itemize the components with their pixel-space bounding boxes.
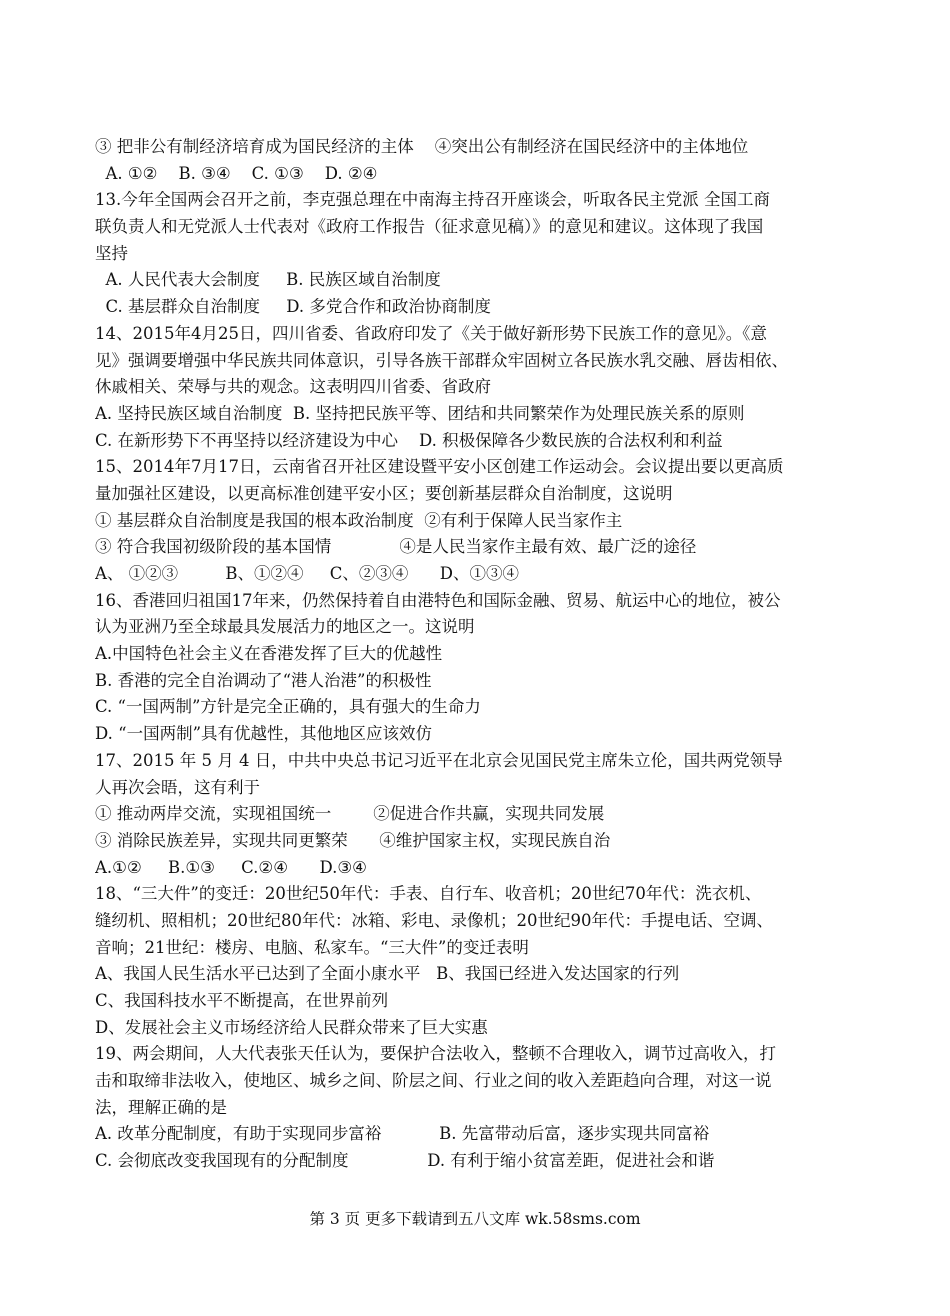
text-line: 19、两会期间，人大代表张天任认为，要保护合法收入，整顿不合理收入，调节过高收入，打 [95,1044,776,1064]
text-line: A. ①② B. ③④ C. ①③ D. ②④ [95,163,378,183]
text-line: A、我国人民生活水平已达到了全面小康水平 B、我国已经进入发达国家的行列 [95,964,680,984]
text-line: A.①② B.①③ C.②④ D.③④ [95,857,367,877]
text-line: ① 基层群众自治制度是我国的根本政治制度 ②有利于保障人民当家作主 [95,510,623,530]
text-line: A. 坚持民族区域自治制度 B. 坚持把民族平等、团结和共同繁荣作为处理民族关系的原则 [95,403,745,423]
text-line: 17、2015 年 5 月 4 日，中共中央总书记习近平在北京会见国民党主席朱立伦，国共两党领导 [95,750,783,770]
text-line: C、我国科技水平不断提高，在世界前列 [95,991,389,1010]
text-line: 13.今年全国两会召开之前，李克强总理在中南海主持召开座谈会，听取各民主党派 全国工商 [95,190,770,210]
text-line: C. 在新形势下不再坚持以经济建设为中心 D. 积极保障各少数民族的合法权利和利益 [95,430,723,450]
text-line: 休戚相关、荣辱与共的观念。这表明四川省委、省政府 [95,377,491,397]
text-line: B. 香港的完全自治调动了“港人治港”的积极性 [95,670,432,690]
text-line: A. 改革分配制度，有助于实现同步富裕 B. 先富带动后富，逐步实现共同富裕 [95,1124,710,1144]
text-line: C. “一国两制”方针是完全正确的，具有强大的生命力 [95,697,481,717]
text-line: 14、2015年4月25日，四川省委、省政府印发了《关于做好新形势下民族工作的意见》。《意 [95,323,767,343]
text-line: 缝纫机、照相机；20世纪80年代：冰箱、彩电、录像机；20世纪90年代：手提电话、空调、 [95,910,773,930]
text-line: 15、2014年7月17日，云南省召开社区建设暨平安小区创建工作运动会。会议提出要以更高质 [95,457,784,477]
text-line: D、发展社会主义市场经济给人民群众带来了巨大实惠 [95,1017,488,1037]
text-line: 联负责人和无党派人士代表对《政府工作报告（征求意见稿）》的意见和建议。这体现了我国 [95,217,764,237]
text-line: 见》强调要增强中华民族共同体意识，引导各族干部群众牢固树立各民族水乳交融、唇齿相依、 [95,350,788,370]
text-line: 音响；21世纪：楼房、电脑、私家车。“三大件”的变迁表明 [95,937,529,957]
page-footer: 第 3 页 更多下载请到五八文库 wk.58sms.com [309,1210,641,1228]
text-line: ③ 把非公有制经济培育成为国民经济的主体 ④突出公有制经济在国民经济中的主体地位 [95,137,749,156]
text-line: ③ 符合我国初级阶段的基本国情 ④是人民当家作主最有效、最广泛的途径 [95,537,697,557]
text-line: C. 基层群众自治制度 D. 多党合作和政治协商制度 [95,297,491,317]
text-line: 16、香港回归祖国17年来，仍然保持着自由港特色和国际金融、贸易、航运中心的地位，被公 [95,590,781,610]
text-line: A. 人民代表大会制度 B. 民族区域自治制度 [95,270,441,290]
text-line: A.中国特色社会主义在香港发挥了巨大的优越性 [95,644,443,664]
text-line: C. 会彻底改变我国现有的分配制度 D. 有利于缩小贫富差距，促进社会和谐 [95,1151,715,1171]
text-line: D. “一国两制”具有优越性，其他地区应该效仿 [95,724,433,744]
text-line: A、 ①②③ B、①②④ C、②③④ D、①③④ [95,564,520,583]
text-line: 18、“三大件”的变迁：20世纪50年代：手表、自行车、收音机；20世纪70年代：洗衣机、 [95,884,762,904]
text-line: ① 推动两岸交流，实现祖国统一 ②促进合作共赢，实现共同发展 [95,804,605,824]
question-body [95,134,865,1175]
text-line: ③ 消除民族差异，实现共同更繁荣 ④维护国家主权，实现民族自治 [95,830,611,850]
text-line: 人再次会晤，这有利于 [95,777,260,797]
text-line: 坚持 [95,243,128,263]
text-line: 认为亚洲乃至全球最具发展活力的地区之一。这说明 [95,617,475,637]
text-line: 击和取缔非法收入，使地区、城乡之间、阶层之间、行业之间的收入差距趋向合理，对这一说 [95,1071,772,1091]
text-line: 法，理解正确的是 [95,1097,227,1117]
text-line: 量加强社区建设，以更高标准创建平安小区；要创新基层群众自治制度，这说明 [95,483,673,503]
